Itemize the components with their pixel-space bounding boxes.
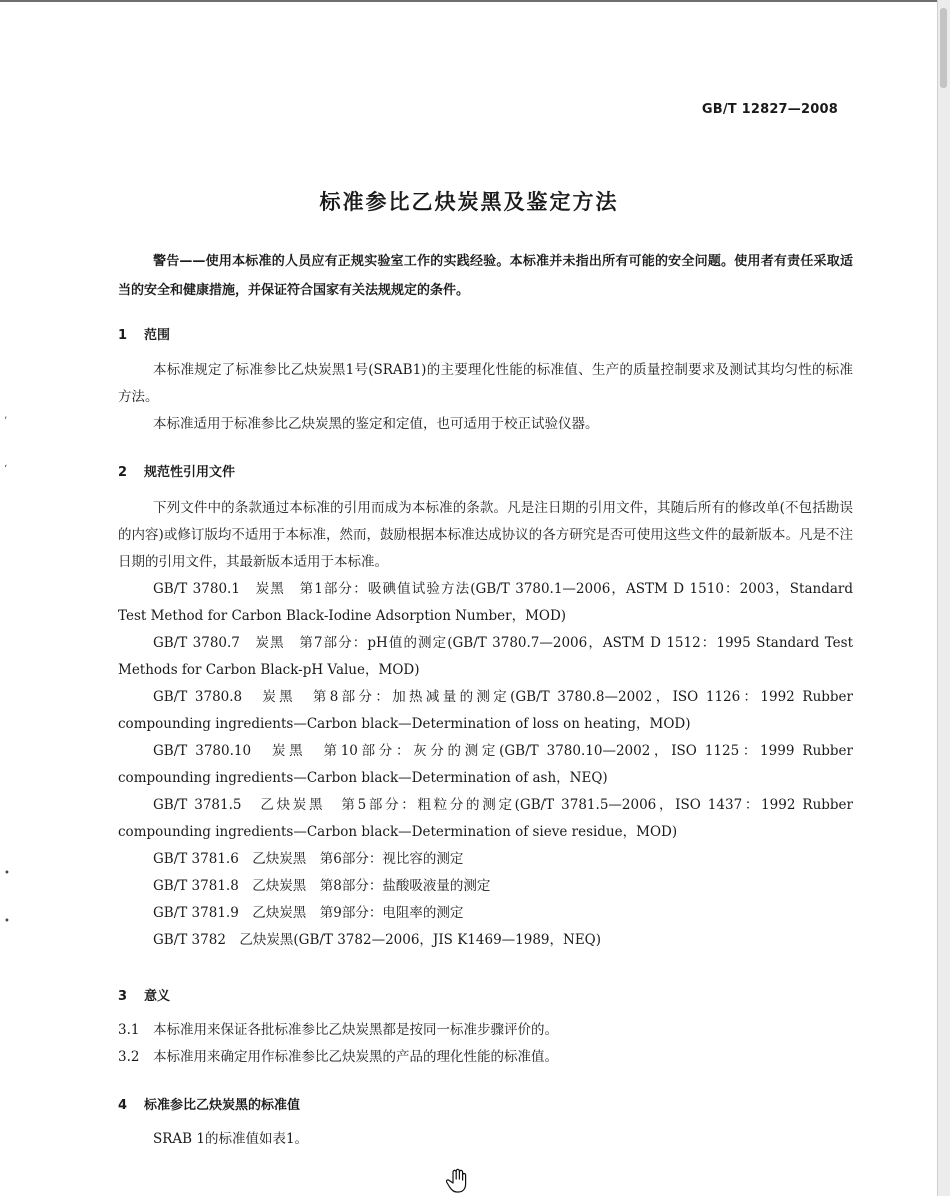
- section-number: 1: [118, 328, 128, 343]
- section-title: 意义: [144, 989, 171, 1004]
- hand-cursor-icon[interactable]: [446, 1168, 468, 1198]
- reference-entry: GB/T 3781.5 乙炔炭黑 第5部分：粗粒分的测定(GB/T 3781.5—2006，ISO 1437：1992 Rubber compounding ingredients—Carbon black—Determination of sieve residue，MOD): [118, 797, 853, 840]
- subclause: 3.1 本标准用来保证各批标准参比乙炔炭黑都是按同一标准步骤评价的。: [118, 1022, 558, 1038]
- warning-text: 警告——使用本标准的人员应有正规实验室工作的实践经验。本标准并未指出所有可能的安全问题。使用者有责任采取适当的安全和健康措施，并保证符合国家有关法规规定的条件。: [118, 254, 853, 298]
- reference-entry: GB/T 3781.6 乙炔炭黑 第6部分：视比容的测定: [153, 851, 464, 867]
- section-title: 标准参比乙炔炭黑的标准值: [144, 1098, 301, 1113]
- section-4-heading: [118, 1094, 300, 1113]
- reference-entry: GB/T 3780.7 炭黑 第7部分：pH值的测定(GB/T 3780.7—2006，ASTM D 1512：1995 Standard Test Methods for Carbon Black-pH Value，MOD): [118, 635, 853, 678]
- reference-entry: GB/T 3780.1 炭黑 第1部分：吸碘值试验方法(GB/T 3780.1—2006，ASTM D 1510：2003，Standard Test Method for Carbon Black-Iodine Adsorption Number，MOD): [118, 581, 853, 624]
- section-4-body: [118, 1126, 853, 1153]
- margin-mark: •: [4, 916, 10, 927]
- section-title: 规范性引用文件: [144, 465, 236, 480]
- section-1-body: [118, 357, 853, 438]
- reference-entry: GB/T 3782 乙炔炭黑(GB/T 3782—2006，JIS K1469—1989，NEQ): [153, 932, 602, 948]
- margin-mark: ’: [4, 416, 8, 427]
- section-3-body: [118, 1017, 853, 1071]
- margin-mark: ‘: [4, 464, 8, 475]
- section-title: 范围: [144, 328, 171, 343]
- section-3-heading: [118, 985, 170, 1004]
- scrollbar-thumb[interactable]: [940, 8, 947, 88]
- section-number: 4: [118, 1098, 128, 1113]
- paragraph: 下列文件中的条款通过本标准的引用而成为本标准的条款。凡是注日期的引用文件，其随后所有的修改单(不包括勘误的内容)或修订版均不适用于本标准，然而，鼓励根据本标准达成协议的各方研究是否可使用这些文件的最新版本。凡是不注日期的引用文件，其最新版本适用于本标准。: [118, 500, 853, 570]
- reference-entry: GB/T 3780.10 炭黑 第10部分：灰分的测定(GB/T 3780.10—2002，ISO 1125：1999 Rubber compounding ingredients—Carbon black—Determination of ash，NEQ): [118, 743, 853, 786]
- section-2-body: [118, 495, 853, 954]
- margin-mark: •: [4, 868, 10, 879]
- paragraph: SRAB 1的标准值如表1。: [153, 1131, 309, 1147]
- paragraph: 本标准适用于标准参比乙炔炭黑的鉴定和定值，也可适用于校正试验仪器。: [153, 416, 599, 432]
- section-number: 3: [118, 989, 128, 1004]
- vertical-scrollbar[interactable]: [937, 0, 950, 1196]
- section-1-heading: [118, 324, 170, 343]
- section-number: 2: [118, 465, 128, 480]
- section-2-heading: [118, 461, 235, 480]
- warning-block: [118, 247, 853, 305]
- reference-entry: GB/T 3780.8 炭黑 第8部分：加热减量的测定(GB/T 3780.8—2002，ISO 1126：1992 Rubber compounding ingredients—Carbon black—Determination of loss on heating，MOD): [118, 689, 853, 732]
- paragraph: 本标准规定了标准参比乙炔炭黑1号(SRAB1)的主要理化性能的标准值、生产的质量控制要求及测试其均匀性的标准方法。: [118, 362, 853, 405]
- page-title: 标准参比乙炔炭黑及鉴定方法: [319, 190, 619, 214]
- standard-number: GB/T 12827—2008: [701, 102, 838, 117]
- reference-entry: GB/T 3781.9 乙炔炭黑 第9部分：电阻率的测定: [153, 905, 464, 921]
- subclause: 3.2 本标准用来确定用作标准参比乙炔炭黑的产品的理化性能的标准值。: [118, 1049, 558, 1065]
- reference-entry: GB/T 3781.8 乙炔炭黑 第8部分：盐酸吸液量的测定: [153, 878, 491, 894]
